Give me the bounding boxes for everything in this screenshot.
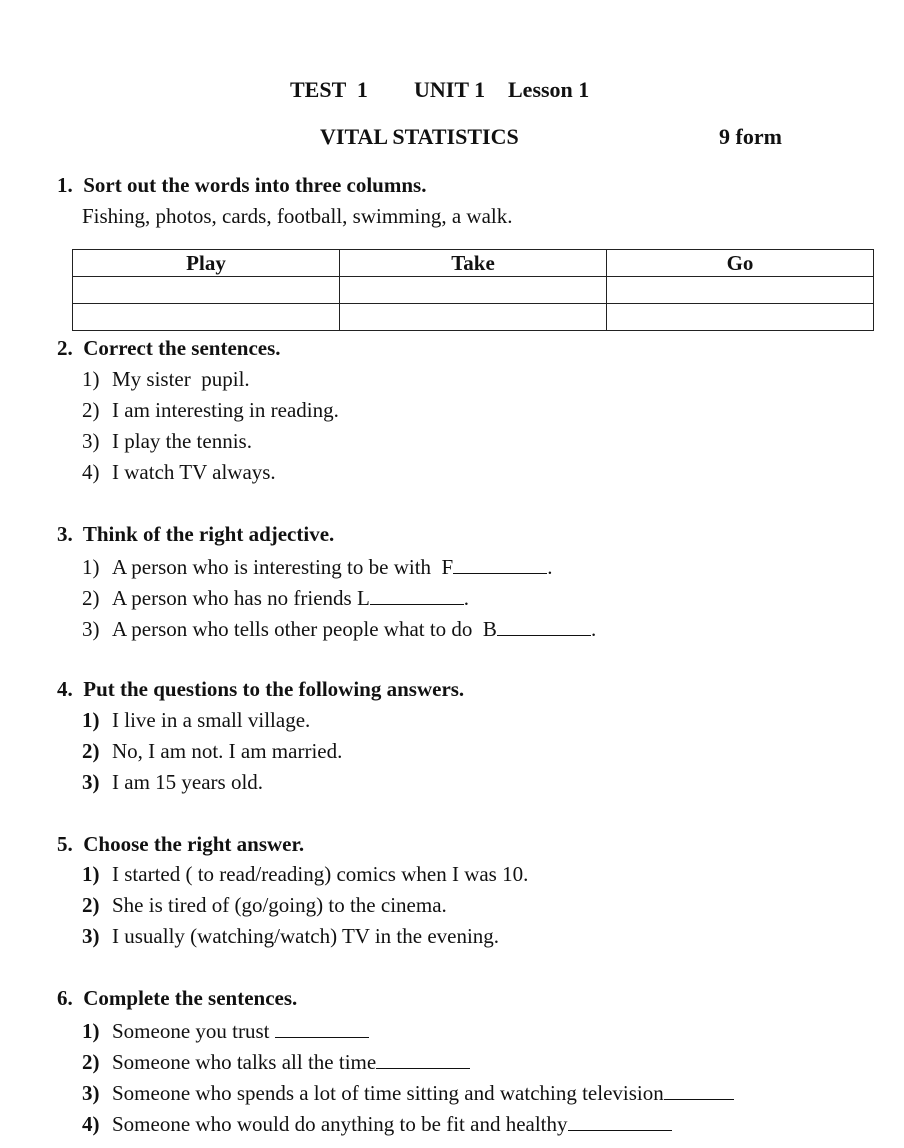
- table-row: [73, 277, 874, 304]
- test-label: TEST 1: [290, 77, 368, 102]
- item-number: 2): [82, 739, 100, 763]
- task4-heading: 4. Put the questions to the following answers.: [57, 677, 465, 701]
- answer-blank[interactable]: [497, 617, 591, 636]
- list-item: [82, 710, 310, 731]
- answer-blank[interactable]: [376, 1050, 470, 1069]
- item-end: .: [463, 586, 470, 610]
- list-item: [82, 431, 252, 452]
- task1-word-list: Fishing, photos, cards, football, swimming, a walk.: [82, 204, 513, 228]
- table-cell[interactable]: [607, 304, 874, 331]
- task6-heading: 6. Complete the sentences.: [57, 986, 298, 1010]
- task1-heading: 1. Sort out the words into three columns.: [57, 173, 427, 197]
- list-item: [82, 1019, 369, 1042]
- item-number: 3): [82, 924, 100, 948]
- item-number: 4): [82, 460, 100, 484]
- answer-blank[interactable]: [453, 555, 547, 574]
- table-row: [73, 304, 874, 331]
- list-item: [82, 1081, 734, 1104]
- item-text: Someone who talks all the time: [112, 1050, 377, 1074]
- item-end: .: [590, 617, 597, 641]
- item-text: I am interesting in reading.: [112, 398, 339, 422]
- list-item: [82, 617, 596, 640]
- task3-heading: 3. Think of the right adjective.: [57, 522, 335, 546]
- list-item: [82, 400, 339, 421]
- answer-blank[interactable]: [568, 1112, 672, 1131]
- table-header-row: [73, 250, 874, 277]
- list-item: [82, 772, 263, 793]
- column-take: Take: [340, 250, 607, 277]
- topic-title: VITAL STATISTICS: [320, 124, 519, 149]
- table-cell[interactable]: [340, 277, 607, 304]
- task5-heading: 5. Choose the right answer.: [57, 832, 305, 856]
- item-number: 3): [82, 429, 100, 453]
- item-text: A person who tells other people what to do B: [112, 617, 497, 641]
- answer-blank[interactable]: [370, 586, 464, 605]
- list-item: [82, 555, 552, 578]
- answer-blank[interactable]: [275, 1019, 369, 1038]
- item-number: 1): [82, 708, 100, 732]
- answer-blank[interactable]: [664, 1081, 734, 1100]
- item-text: I started ( to read/reading) comics when I was 10.: [112, 862, 529, 886]
- item-number: 1): [82, 555, 100, 579]
- list-item: [82, 895, 447, 916]
- table-cell[interactable]: [340, 304, 607, 331]
- list-item: [82, 864, 528, 885]
- item-text: A person who is interesting to be with F: [112, 555, 454, 579]
- list-item: [82, 1112, 672, 1135]
- item-text: I am 15 years old.: [112, 770, 264, 794]
- list-item: [82, 741, 342, 762]
- form-label: 9 form: [719, 124, 782, 149]
- sorting-table: [72, 249, 874, 331]
- list-item: [82, 586, 469, 609]
- item-text: Someone you trust: [112, 1019, 275, 1043]
- item-text: No, I am not. I am married.: [112, 739, 343, 763]
- item-text: Someone who spends a lot of time sitting and watching television: [112, 1081, 664, 1105]
- item-number: 2): [82, 586, 100, 610]
- item-text: I play the tennis.: [112, 429, 252, 453]
- item-text: I watch TV always.: [112, 460, 276, 484]
- column-play: Play: [73, 250, 340, 277]
- item-end: .: [547, 555, 553, 579]
- list-item: [82, 1050, 470, 1073]
- item-text: I usually (watching/watch) TV in the evening.: [112, 924, 500, 948]
- unit-label: UNIT 1: [414, 77, 486, 102]
- item-number: 1): [82, 367, 100, 391]
- item-number: 3): [82, 1081, 100, 1105]
- item-text: I live in a small village.: [112, 708, 311, 732]
- item-number: 2): [82, 893, 100, 917]
- table-cell[interactable]: [73, 304, 340, 331]
- lesson-label: Lesson 1: [508, 77, 590, 102]
- item-number: 2): [82, 1050, 100, 1074]
- list-item: [82, 462, 276, 483]
- item-text: Someone who would do anything to be fit and healthy: [112, 1112, 568, 1136]
- table-cell[interactable]: [607, 277, 874, 304]
- item-number: 1): [82, 862, 100, 886]
- item-number: 3): [82, 770, 100, 794]
- item-number: 1): [82, 1019, 100, 1043]
- item-number: 3): [82, 617, 100, 641]
- task2-heading: 2. Correct the sentences.: [57, 336, 281, 360]
- item-text: A person who has no friends L: [112, 586, 370, 610]
- table-cell[interactable]: [73, 277, 340, 304]
- list-item: [82, 369, 250, 390]
- list-item: [82, 926, 499, 947]
- item-text: My sister pupil.: [112, 367, 250, 391]
- item-number: 2): [82, 398, 100, 422]
- column-go: Go: [607, 250, 874, 277]
- item-number: 4): [82, 1112, 100, 1136]
- item-text: She is tired of (go/going) to the cinema.: [112, 893, 447, 917]
